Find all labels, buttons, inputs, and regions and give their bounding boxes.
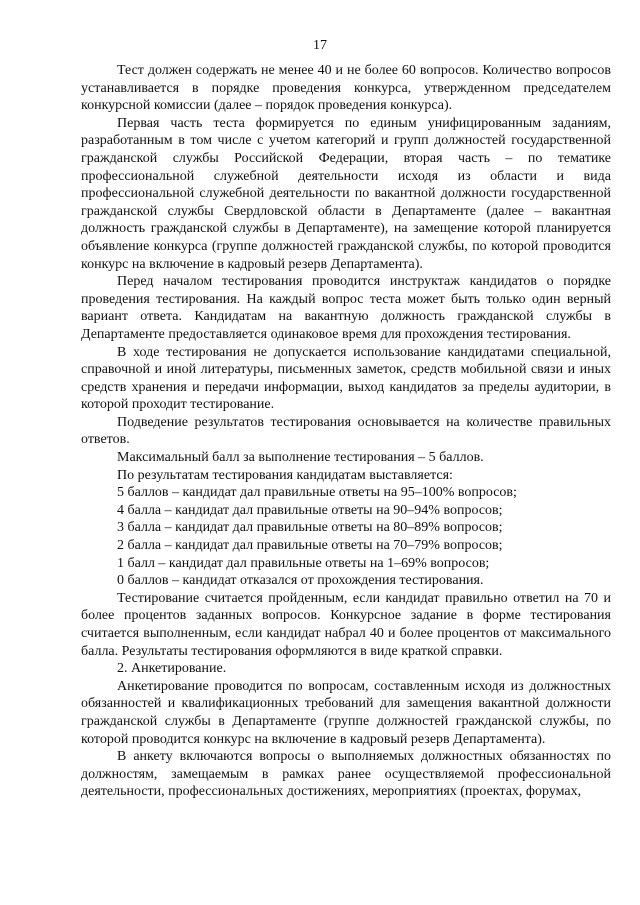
paragraph: 2 балла – кандидат дал правильные ответы на 70–79% вопросов; <box>117 538 503 554</box>
paragraph: 2. Анкетирование. <box>117 661 227 677</box>
paragraph: 5 баллов – кандидат дал правильные ответы на 95–100% вопросов; <box>117 485 517 501</box>
paragraph: Анкетирование проводится по вопросам, составленным исходя из должностных обязанностей и квалификационных требований для замещения вакантной должности гражданской службы в Департаменте (группе должностей гражданской службы, по которой проводится конкурс на включение в кадровый резерв Департамента). <box>81 678 611 747</box>
page-number: 17 <box>313 38 327 53</box>
paragraph: Тест должен содержать не менее 40 и не более 60 вопросов. Количество вопросов устанавливается в порядке проведения конкурса, утвержденном председателем конкурсной комиссии (далее – порядок проведения конкурса). <box>81 63 611 114</box>
paragraph: Тестирование считается пройденным, если кандидат правильно ответил на 70 и более процентов заданных вопросов. Конкурсное задание в форме тестирования считается выполненным, если кандидат набрал 40 и более процентов от максимального балла. Результаты тестирования оформляются в виде краткой справки. <box>81 590 611 659</box>
paragraph: Перед началом тестирования проводится инструктаж кандидатов о порядке проведения тестирования. На каждый вопрос теста может быть только один верный вариант ответа. Кандидатам на вакантную должность гражданской службы в Департаменте предоставляется одинаковое время для прохождения тестирования. <box>81 274 611 342</box>
paragraph: 1 балл – кандидат дал правильные ответы на 1–69% вопросов; <box>117 555 490 571</box>
paragraph: 3 балла – кандидат дал правильные ответы на 80–89% вопросов; <box>117 520 503 536</box>
paragraph: По результатам тестирования кандидатам выставляется: <box>117 467 453 483</box>
paragraph: 4 балла – кандидат дал правильные ответы на 90–94% вопросов; <box>117 502 503 518</box>
paragraph: Первая часть теста формируется по единым унифицированным заданиям, разработанным в том числе с учетом категорий и групп должностей государственной гражданской службы Российской Федерации, вторая часть – по тематике профессиональной служебной деятельности исходя из области и вида профессиональной служебной деятельности по вакантной должности государственной гражданской службы Свердловской области в Департаменте (далее – вакантная должность гражданской службы в Департаменте), на замещение которой планируется объявление конкурса (группе должностей гражданской службы, по которой проводится конкурс на включение в кадровый резерв Департамента). <box>81 115 611 272</box>
paragraph: Максимальный балл за выполнение тестирования – 5 баллов. <box>117 450 484 466</box>
paragraph: В ходе тестирования не допускается использование кандидатами специальной, справочной и иной литературы, письменных заметок, средств мобильной связи и иных средств хранения и передачи информации, выход кандидатов за пределы аудитории, в которой проходит тестирование. <box>81 344 611 413</box>
body-text <box>81 62 611 801</box>
paragraph: В анкету включаются вопросы о выполняемых должностных обязанностях по должностям, замещаемым в рамках ранее осуществляемой профессиональной деятельности, профессиональных достижениях, мероприятиях (проектах, форумах, <box>81 749 611 800</box>
paragraph: Подведение результатов тестирования основывается на количестве правильных ответов. <box>81 414 611 448</box>
paragraph: 0 баллов – кандидат отказался от прохождения тестирования. <box>117 573 484 589</box>
